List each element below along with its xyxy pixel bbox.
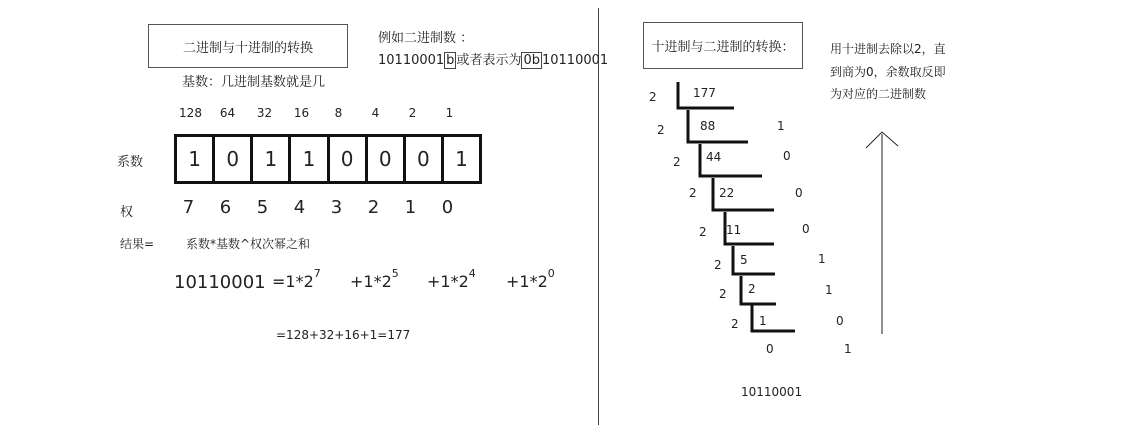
weight: 4: [293, 197, 306, 218]
right-title: 十进制与二进制的转换: [651, 40, 782, 55]
place-value: 8: [334, 106, 343, 120]
bit-cell: 0: [330, 137, 368, 181]
example-0b-marker: 0b: [523, 53, 540, 68]
example-mid: 或者表示为: [456, 53, 522, 68]
term-1-exponent: 7: [313, 267, 321, 280]
quotient: 177: [693, 86, 716, 100]
quotient: 88: [700, 119, 716, 133]
conversion-result: 10110001: [741, 385, 803, 399]
formula-text: 系数*基数^权次幂之和: [186, 237, 311, 251]
place-value: 1: [445, 106, 454, 120]
divisor: 2: [731, 317, 739, 331]
weight: 1: [404, 197, 417, 218]
weight: 5: [256, 197, 269, 218]
weight: 3: [330, 197, 343, 218]
remainder: 1: [777, 119, 785, 133]
term-4-exponent: 0: [547, 267, 555, 280]
weight: 6: [219, 197, 232, 218]
remainder: 0: [802, 222, 810, 236]
bit-cell: 0: [406, 137, 444, 181]
remainder: 1: [825, 283, 833, 297]
place-value: 4: [371, 106, 380, 120]
example-value-prefix: 10110001: [378, 53, 445, 68]
bit-cell: 0: [368, 137, 406, 181]
quotient: 11: [726, 223, 742, 237]
sum-line: =128+32+16+1=177: [276, 328, 411, 342]
remainder: 0: [783, 149, 791, 163]
example-b-marker: b: [446, 53, 455, 68]
example-label: 例如二进制数 ：: [378, 31, 474, 46]
desc-line-1: 用十进制去除以2，直: [830, 42, 946, 56]
term-3: +1*2: [427, 272, 469, 291]
place-value: 16: [293, 106, 310, 120]
weight-label: 权: [120, 205, 134, 220]
quotient: 5: [740, 253, 748, 267]
example-value-suffix: 10110001: [541, 53, 609, 68]
term-2: +1*2: [350, 272, 392, 291]
weight: 2: [367, 197, 380, 218]
term-2-exponent: 5: [391, 267, 399, 280]
remainder: 0: [836, 314, 844, 328]
divisor: 2: [657, 123, 665, 137]
desc-line-3: 为对应的二进制数: [830, 87, 927, 101]
result-label: 结果=: [120, 237, 155, 251]
weight: 7: [182, 197, 195, 218]
divisor: 2: [689, 186, 697, 200]
divisor: 2: [714, 258, 722, 272]
place-value: 64: [219, 106, 236, 120]
weight: 0: [441, 197, 454, 218]
place-value: 128: [179, 106, 202, 120]
term-1: =1*2: [272, 272, 314, 291]
remainder: 0: [795, 186, 803, 200]
remainder: 1: [818, 252, 826, 266]
base-note: 基数：几进制基数就是几: [182, 75, 326, 90]
quotient: 44: [706, 150, 722, 164]
quotient: 22: [719, 186, 735, 200]
bit-cell: 1: [291, 137, 329, 181]
place-value: 32: [256, 106, 273, 120]
bit-cell: 1: [177, 137, 215, 181]
divisor: 2: [719, 287, 727, 301]
quotient: 0: [766, 342, 774, 356]
remainder: 1: [844, 342, 852, 356]
left-title: 二进制与十进制的转换: [182, 40, 313, 56]
quotient: 1: [759, 314, 767, 328]
divisor: 2: [649, 90, 657, 104]
bit-cell: 0: [215, 137, 253, 181]
place-value: 2: [408, 106, 417, 120]
bit-cell: 1: [253, 137, 291, 181]
term-3-exponent: 4: [468, 267, 476, 280]
divisor: 2: [673, 155, 681, 169]
divisor: 2: [699, 225, 707, 239]
right-title-colon: ：: [781, 40, 795, 55]
expr-binary: 10110001: [174, 272, 266, 293]
quotient: 2: [748, 282, 756, 296]
term-4: +1*2: [506, 272, 548, 291]
coefficient-label: 系数: [117, 155, 144, 170]
desc-line-2: 到商为0，余数取反即: [830, 65, 946, 79]
bit-cell: 1: [455, 147, 468, 171]
